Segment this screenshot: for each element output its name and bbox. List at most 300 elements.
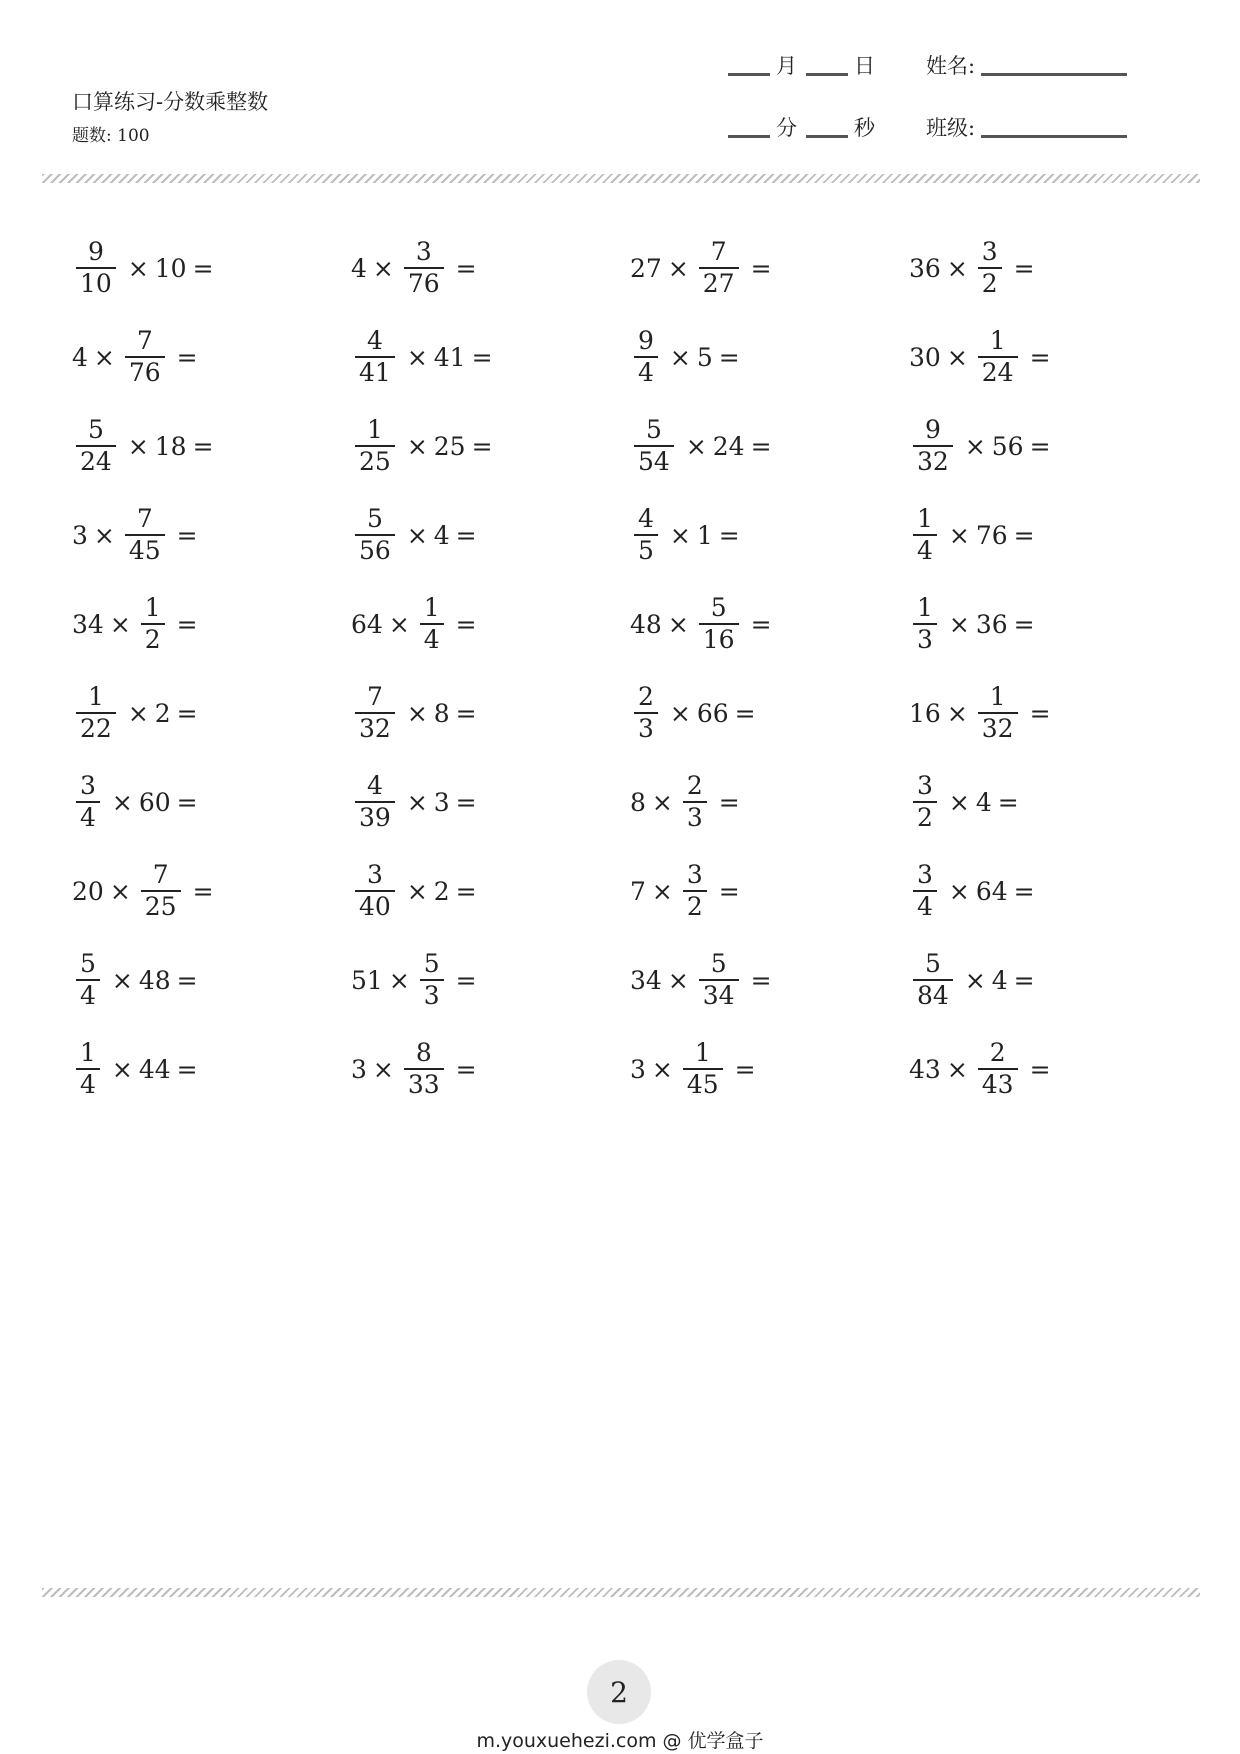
numerator: 5 [87, 415, 104, 444]
problem-item [351, 228, 611, 308]
problem-row [72, 228, 1192, 317]
day-label: 日 [854, 54, 875, 78]
problem-row [72, 584, 1192, 673]
times-sign: × [667, 253, 689, 283]
numerator: 3 [981, 237, 998, 266]
minute-field[interactable] [728, 112, 797, 142]
day-field[interactable] [806, 50, 875, 80]
equals-sign: = [455, 876, 477, 906]
denominator: 10 [76, 267, 116, 299]
denominator: 4 [76, 801, 100, 833]
equals-sign: = [176, 1054, 198, 1084]
page-number: 2 [610, 1675, 628, 1709]
times-sign: × [93, 342, 115, 372]
problem-item [630, 940, 890, 1020]
numerator: 5 [710, 593, 727, 622]
numerator: 1 [989, 682, 1006, 711]
numerator: 7 [136, 504, 153, 533]
numerator: 9 [638, 326, 654, 355]
problem-item [909, 317, 1169, 397]
denominator: 25 [141, 890, 181, 922]
integer: 64 [975, 876, 1008, 906]
integer: 16 [909, 698, 941, 728]
numerator: 4 [366, 326, 383, 355]
equals-sign: = [718, 876, 740, 906]
times-sign: × [948, 876, 970, 906]
integer: 56 [991, 431, 1024, 461]
equals-sign: = [176, 609, 198, 639]
integer: 66 [696, 698, 729, 728]
problem-item [909, 940, 1169, 1020]
fraction [355, 860, 395, 922]
problem-row [72, 406, 1192, 495]
fraction [634, 682, 658, 744]
problem-item [351, 1029, 611, 1109]
problem-item [72, 584, 332, 664]
fraction [683, 860, 707, 922]
problem-item [72, 317, 332, 397]
equals-sign: = [750, 431, 772, 461]
times-sign: × [93, 520, 115, 550]
denominator: 4 [913, 534, 937, 566]
denominator: 16 [699, 623, 739, 655]
fraction [76, 237, 116, 299]
denominator: 32 [355, 712, 395, 744]
equals-sign: = [718, 520, 740, 550]
numerator: 1 [144, 593, 161, 622]
denominator: 5 [634, 534, 658, 566]
equals-sign: = [176, 342, 198, 372]
class-field[interactable] [926, 112, 1133, 142]
numerator: 1 [80, 1038, 96, 1067]
problem-row [72, 673, 1192, 762]
denominator: 45 [683, 1068, 723, 1100]
denominator: 76 [404, 267, 444, 299]
equals-sign: = [176, 787, 198, 817]
problem-item [351, 851, 611, 931]
fraction [683, 1038, 723, 1100]
integer: 10 [154, 253, 187, 283]
times-sign: × [669, 698, 691, 728]
page-title: 口算练习-分数乘整数 [72, 90, 269, 114]
times-sign: × [109, 609, 131, 639]
integer: 3 [433, 787, 450, 817]
times-sign: × [948, 787, 970, 817]
integer: 51 [351, 965, 383, 995]
denominator: 4 [634, 356, 658, 388]
denominator: 24 [76, 445, 116, 477]
numerator: 5 [366, 504, 383, 533]
problem-item [630, 495, 890, 575]
times-sign: × [667, 609, 689, 639]
numerator: 2 [989, 1038, 1006, 1067]
problem-item [630, 228, 890, 308]
numerator: 9 [924, 415, 941, 444]
numerator: 3 [917, 771, 933, 800]
equals-sign: = [176, 698, 198, 728]
fraction [76, 415, 116, 477]
equals-sign: = [176, 520, 198, 550]
fraction [913, 415, 953, 477]
equals-sign: = [750, 965, 772, 995]
times-sign: × [948, 609, 970, 639]
times-sign: × [111, 965, 133, 995]
numerator: 1 [423, 593, 440, 622]
times-sign: × [127, 431, 149, 461]
problem-row [72, 940, 1192, 1029]
times-sign: × [127, 253, 149, 283]
denominator: 54 [634, 445, 674, 477]
problem-item [630, 673, 890, 753]
problem-item [351, 584, 611, 664]
problem-row [72, 762, 1192, 851]
denominator: 4 [913, 890, 937, 922]
times-sign: × [946, 342, 968, 372]
times-sign: × [946, 253, 968, 283]
numerator: 5 [710, 949, 727, 978]
fraction [978, 682, 1018, 744]
problem-item [909, 495, 1169, 575]
denominator: 4 [420, 623, 444, 655]
problem-item [72, 406, 332, 486]
fraction [355, 771, 395, 833]
fraction [699, 949, 739, 1011]
numerator: 4 [366, 771, 383, 800]
denominator: 84 [913, 979, 953, 1011]
denominator: 3 [420, 979, 444, 1011]
numerator: 8 [415, 1038, 432, 1067]
problem-item [351, 406, 611, 486]
numerator: 3 [917, 860, 933, 889]
fraction [76, 1038, 100, 1100]
integer: 8 [630, 787, 646, 817]
problem-item [72, 1029, 332, 1109]
integer: 2 [433, 876, 450, 906]
integer: 3 [72, 520, 88, 550]
problem-item [909, 762, 1169, 842]
problem-count: 题数: 100 [72, 126, 150, 146]
times-sign: × [667, 965, 689, 995]
times-sign: × [406, 876, 428, 906]
integer: 4 [975, 787, 992, 817]
equals-sign: = [455, 1054, 477, 1084]
integer: 36 [909, 253, 941, 283]
integer: 30 [909, 342, 941, 372]
integer: 5 [696, 342, 713, 372]
problem-item [630, 851, 890, 931]
second-label: 秒 [854, 116, 875, 140]
denominator: 25 [355, 445, 395, 477]
times-sign: × [406, 520, 428, 550]
problem-item [351, 762, 611, 842]
equals-sign: = [1029, 698, 1051, 728]
problem-item [909, 584, 1169, 664]
denominator: 40 [355, 890, 395, 922]
numerator: 1 [87, 682, 104, 711]
fraction [404, 237, 444, 299]
equals-sign: = [192, 876, 214, 906]
fraction [699, 237, 739, 299]
month-field[interactable] [728, 50, 797, 80]
problem-row [72, 495, 1192, 584]
times-sign: × [406, 787, 428, 817]
denominator: 3 [634, 712, 658, 744]
problem-item [630, 317, 890, 397]
fraction [978, 237, 1002, 299]
equals-sign: = [455, 609, 477, 639]
times-sign: × [651, 876, 673, 906]
problem-item [909, 406, 1169, 486]
problem-item [72, 228, 332, 308]
numerator: 3 [415, 237, 432, 266]
numerator: 7 [152, 860, 169, 889]
equals-sign: = [1029, 1054, 1051, 1084]
integer: 48 [630, 609, 662, 639]
numerator: 2 [638, 682, 654, 711]
fraction [913, 860, 937, 922]
denominator: 76 [125, 356, 165, 388]
times-sign: × [669, 520, 691, 550]
problem-item [909, 673, 1169, 753]
denominator: 43 [978, 1068, 1018, 1100]
integer: 1 [696, 520, 713, 550]
times-sign: × [127, 698, 149, 728]
integer: 3 [630, 1054, 646, 1084]
fraction [125, 326, 165, 388]
integer: 27 [630, 253, 662, 283]
problem-row [72, 317, 1192, 406]
problem-item [630, 584, 890, 664]
second-field[interactable] [806, 112, 875, 142]
denominator: 2 [683, 890, 707, 922]
times-sign: × [406, 342, 428, 372]
equals-sign: = [455, 698, 477, 728]
denominator: 4 [76, 979, 100, 1011]
denominator: 24 [978, 356, 1018, 388]
numerator: 7 [366, 682, 383, 711]
equals-sign: = [455, 787, 477, 817]
fraction [913, 771, 937, 833]
equals-sign: = [455, 253, 477, 283]
fraction [420, 593, 444, 655]
student-info-fields [720, 50, 1180, 150]
fraction [76, 682, 116, 744]
numerator: 5 [645, 415, 662, 444]
problem-item [909, 1029, 1169, 1109]
denominator: 39 [355, 801, 395, 833]
times-sign: × [109, 876, 131, 906]
integer: 20 [72, 876, 104, 906]
denominator: 2 [978, 267, 1002, 299]
fraction [76, 771, 100, 833]
integer: 4 [991, 965, 1008, 995]
integer: 43 [909, 1054, 941, 1084]
times-sign: × [651, 1054, 673, 1084]
times-sign: × [651, 787, 673, 817]
integer: 18 [154, 431, 187, 461]
fraction [141, 860, 181, 922]
numerator: 1 [917, 504, 933, 533]
numerator: 5 [80, 949, 96, 978]
equals-sign: = [734, 1054, 756, 1084]
numerator: 5 [924, 949, 941, 978]
numerator: 1 [366, 415, 383, 444]
equals-sign: = [997, 787, 1019, 817]
equals-sign: = [718, 787, 740, 817]
month-label: 月 [776, 54, 797, 78]
integer: 34 [630, 965, 662, 995]
problem-item [909, 851, 1169, 931]
fraction [913, 593, 937, 655]
numerator: 3 [686, 860, 703, 889]
denominator: 2 [913, 801, 937, 833]
integer: 36 [975, 609, 1008, 639]
fraction [913, 949, 953, 1011]
fraction [404, 1038, 444, 1100]
problem-row [72, 851, 1192, 940]
denominator: 34 [699, 979, 739, 1011]
denominator: 32 [978, 712, 1018, 744]
fraction [634, 415, 674, 477]
numerator: 1 [917, 593, 933, 622]
integer: 4 [72, 342, 88, 372]
denominator: 3 [683, 801, 707, 833]
footer-site: m.youxuehezi.com @ 优学盒子 [476, 1730, 764, 1752]
numerator: 7 [136, 326, 153, 355]
equals-sign: = [750, 609, 772, 639]
name-field[interactable] [926, 50, 1133, 80]
fraction [355, 504, 395, 566]
fraction [634, 504, 658, 566]
equals-sign: = [192, 253, 214, 283]
numerator: 4 [638, 504, 654, 533]
equals-sign: = [718, 342, 740, 372]
class-label: 班级: [926, 116, 976, 140]
integer: 4 [433, 520, 450, 550]
problem-item [909, 228, 1169, 308]
fraction [355, 326, 395, 388]
equals-sign: = [1029, 431, 1051, 461]
problem-item [351, 495, 611, 575]
minute-label: 分 [776, 116, 797, 140]
times-sign: × [964, 431, 986, 461]
numerator: 1 [989, 326, 1006, 355]
numerator: 3 [366, 860, 383, 889]
denominator: 22 [76, 712, 116, 744]
times-sign: × [669, 342, 691, 372]
integer: 24 [712, 431, 745, 461]
page-number-badge [587, 1660, 651, 1724]
equals-sign: = [455, 520, 477, 550]
fraction [634, 326, 658, 388]
name-label: 姓名: [926, 54, 976, 78]
problem-item [630, 1029, 890, 1109]
fraction [978, 326, 1018, 388]
times-sign: × [946, 698, 968, 728]
problem-grid [72, 228, 1192, 1118]
fraction [978, 1038, 1018, 1100]
problem-item [351, 673, 611, 753]
integer: 48 [138, 965, 171, 995]
times-sign: × [964, 965, 986, 995]
numerator: 2 [686, 771, 703, 800]
problem-item [72, 495, 332, 575]
equals-sign: = [750, 253, 772, 283]
denominator: 32 [913, 445, 953, 477]
denominator: 2 [141, 623, 165, 655]
problem-item [351, 317, 611, 397]
equals-sign: = [455, 965, 477, 995]
bottom-divider [42, 1588, 1200, 1597]
times-sign: × [406, 431, 428, 461]
fraction [913, 504, 937, 566]
integer: 2 [154, 698, 171, 728]
problem-item [72, 673, 332, 753]
top-divider [42, 174, 1200, 183]
denominator: 45 [125, 534, 165, 566]
denominator: 41 [355, 356, 395, 388]
times-sign: × [685, 431, 707, 461]
integer: 8 [433, 698, 450, 728]
numerator: 9 [87, 237, 104, 266]
problem-item [72, 940, 332, 1020]
fraction [420, 949, 444, 1011]
fraction [683, 771, 707, 833]
integer: 34 [72, 609, 104, 639]
integer: 25 [433, 431, 466, 461]
integer: 3 [351, 1054, 367, 1084]
fraction [355, 415, 395, 477]
equals-sign: = [176, 965, 198, 995]
fraction [355, 682, 395, 744]
times-sign: × [388, 609, 410, 639]
fraction [141, 593, 165, 655]
times-sign: × [372, 1054, 394, 1084]
times-sign: × [946, 1054, 968, 1084]
problem-item [630, 762, 890, 842]
fraction [699, 593, 739, 655]
problem-item [72, 851, 332, 931]
fraction [125, 504, 165, 566]
problem-item [72, 762, 332, 842]
times-sign: × [388, 965, 410, 995]
integer: 4 [351, 253, 367, 283]
equals-sign: = [192, 431, 214, 461]
equals-sign: = [471, 431, 493, 461]
equals-sign: = [1029, 342, 1051, 372]
integer: 76 [975, 520, 1008, 550]
times-sign: × [372, 253, 394, 283]
equals-sign: = [1013, 253, 1035, 283]
problem-row [72, 1029, 1192, 1118]
problem-item [351, 940, 611, 1020]
times-sign: × [111, 1054, 133, 1084]
equals-sign: = [1013, 609, 1035, 639]
integer: 64 [351, 609, 383, 639]
integer: 60 [138, 787, 171, 817]
denominator: 4 [76, 1068, 100, 1100]
equals-sign: = [734, 698, 756, 728]
denominator: 33 [404, 1068, 444, 1100]
equals-sign: = [1013, 965, 1035, 995]
numerator: 5 [423, 949, 440, 978]
times-sign: × [406, 698, 428, 728]
numerator: 7 [710, 237, 727, 266]
times-sign: × [948, 520, 970, 550]
denominator: 56 [355, 534, 395, 566]
equals-sign: = [1013, 520, 1035, 550]
equals-sign: = [1013, 876, 1035, 906]
